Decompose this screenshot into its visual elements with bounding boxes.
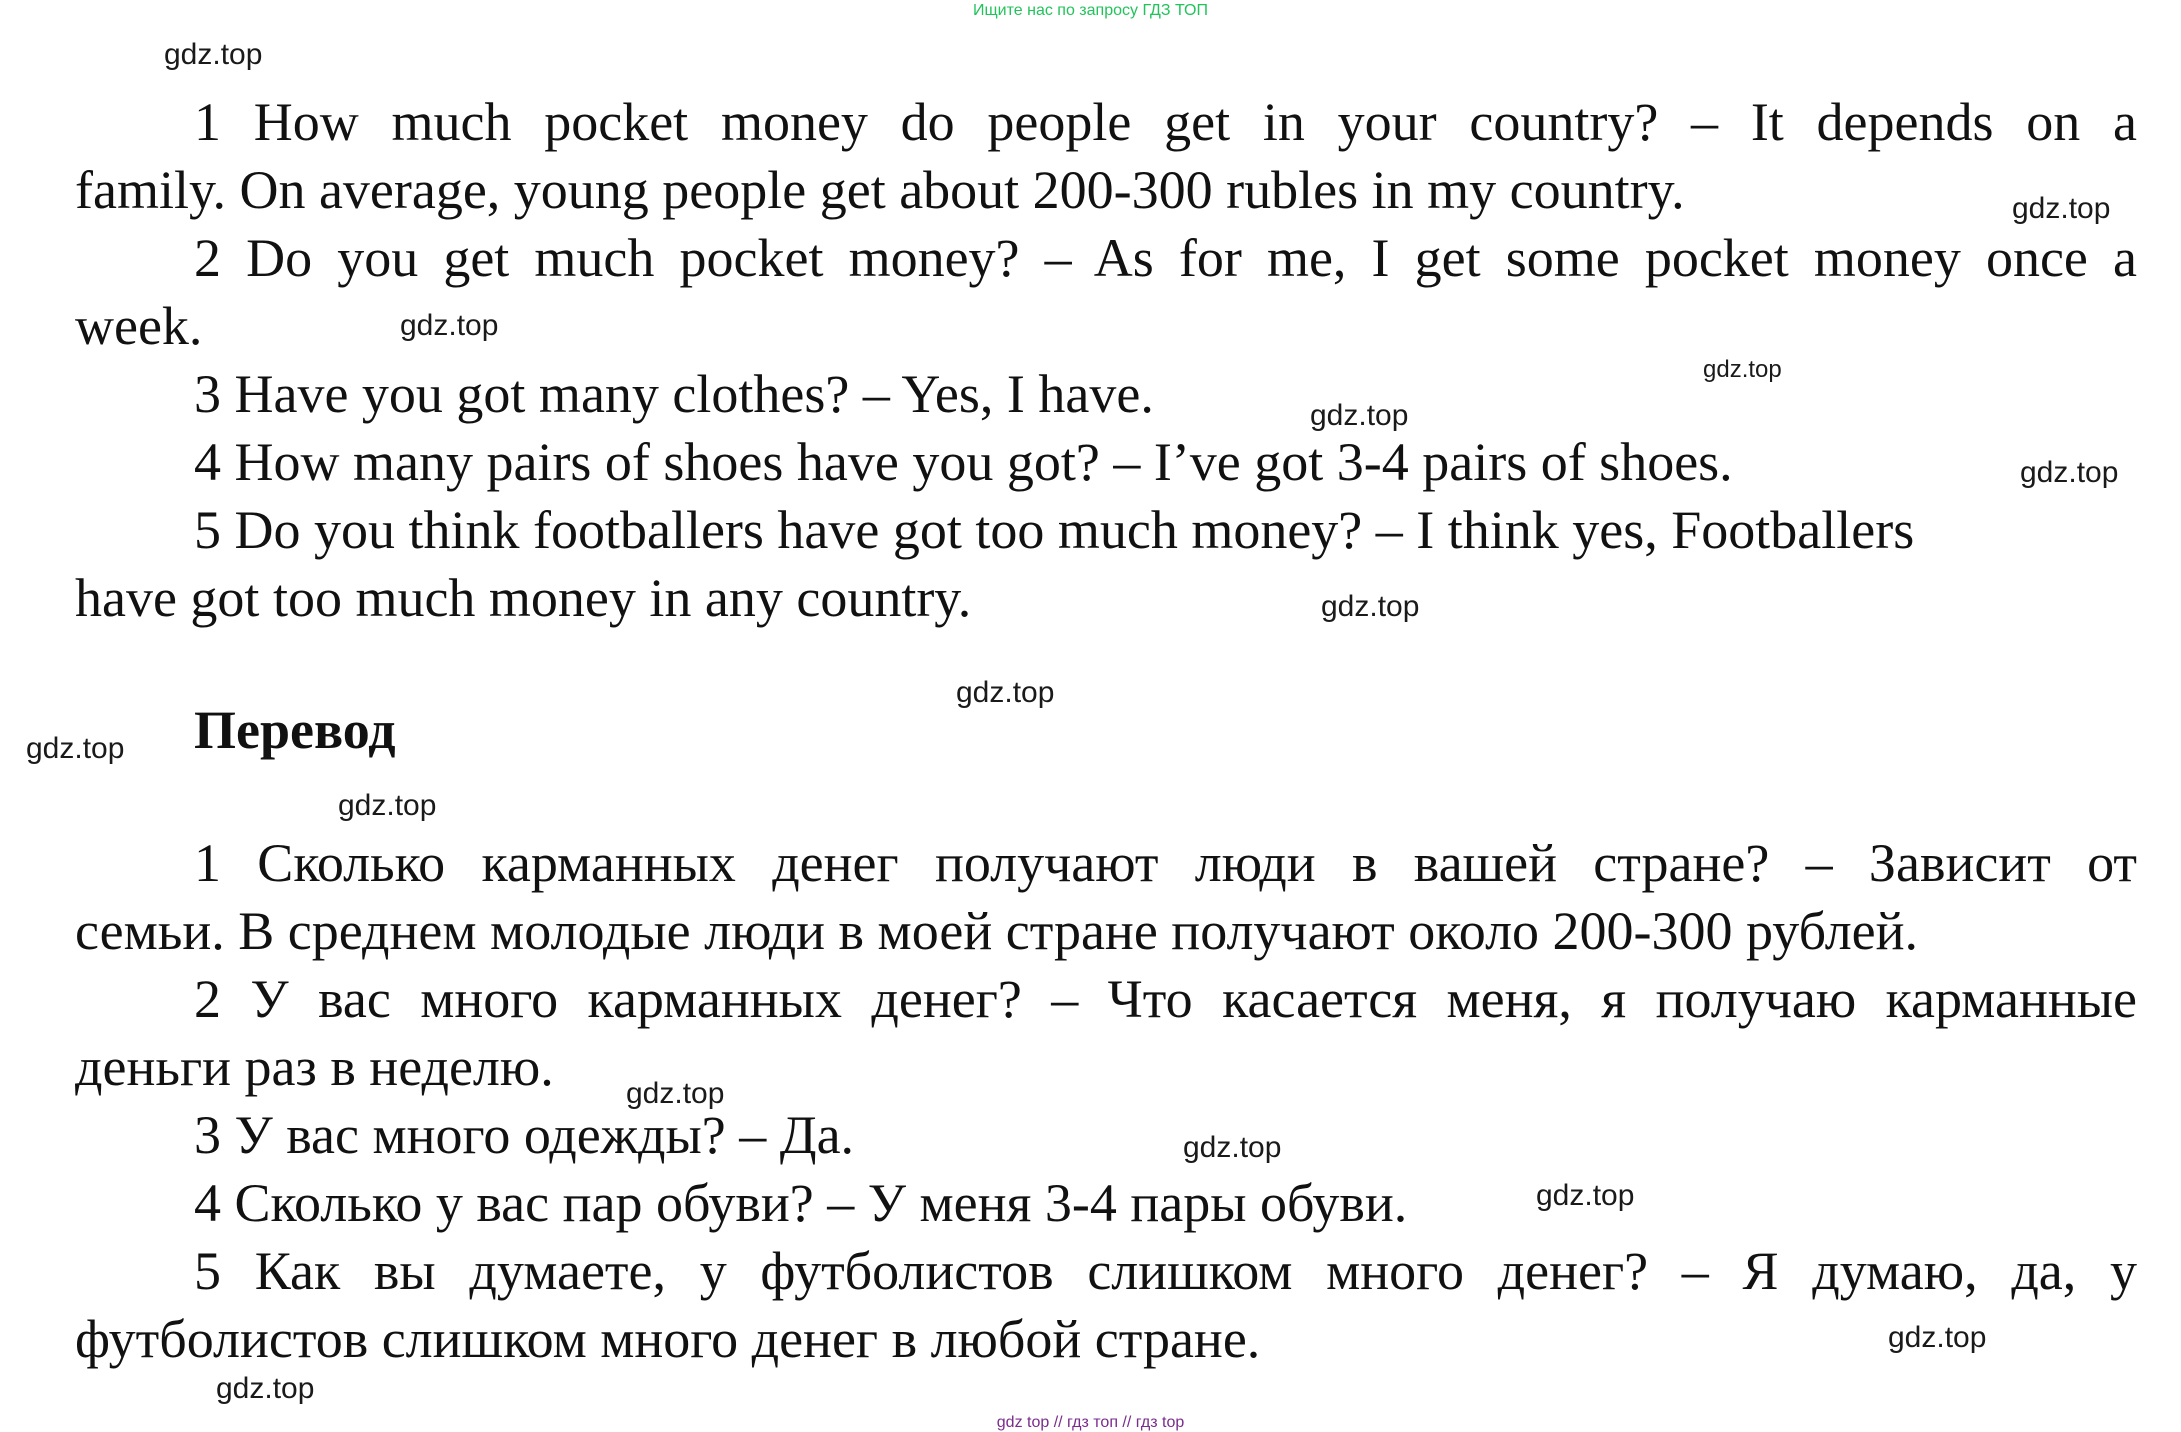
russian-line-1: 1 Сколько карманных денег получают люди в вашей стране? – Зависит от [194,833,2137,893]
watermark: gdz.top [1703,356,1782,383]
russian-line-4: деньги раз в неделю. [75,1037,554,1097]
english-line-2: family. On average, young people get about 200-300 rubles in my country. [75,160,1685,220]
watermark: gdz.top [2012,192,2111,225]
footer-watermark: gdz top // гдз топ // гдз top [996,1414,1185,1431]
watermark: gdz.top [164,38,263,71]
watermark: gdz.top [1536,1179,1635,1212]
english-line-3: 2 Do you get much pocket money? – As for me, I get some pocket money once a [194,228,2137,288]
watermark: gdz.top [1321,590,1420,623]
watermark: gdz.top [400,309,499,342]
watermark: gdz.top [338,789,437,822]
watermark: gdz.top [216,1372,315,1405]
top-banner: Ищите нас по запросу ГДЗ ТОП [973,2,1208,19]
watermark: gdz.top [1183,1131,1282,1164]
russian-line-7: 5 Как вы думаете, у футболистов слишком много денег? – Я думаю, да, у [194,1241,2137,1301]
russian-line-3: 2 У вас много карманных денег? – Что касается меня, я получаю карманные [194,969,2137,1029]
english-line-5: 3 Have you got many clothes? – Yes, I have. [194,364,1154,424]
english-line-7: 5 Do you think footballers have got too much money? – I think yes, Footballers [194,500,1915,560]
russian-line-6: 4 Сколько у вас пар обуви? – У меня 3-4 пары обуви. [194,1173,1408,1233]
watermark: gdz.top [26,732,125,765]
english-line-6: 4 How many pairs of shoes have you got? – I’ve got 3-4 pairs of shoes. [194,432,1733,492]
russian-line-5: 3 У вас много одежды? – Да. [194,1105,855,1165]
watermark: gdz.top [1888,1321,1987,1354]
watermark: gdz.top [2020,456,2119,489]
english-line-1: 1 How much pocket money do people get in your country? – It depends on a [194,92,2137,152]
watermark: gdz.top [1310,399,1409,432]
watermark: gdz.top [956,676,1055,709]
english-line-4: week. [75,296,203,356]
english-line-8: have got too much money in any country. [75,568,972,628]
russian-line-2: семьи. В среднем молодые люди в моей стране получают около 200-300 рублей. [75,901,1919,961]
watermark: gdz.top [626,1077,725,1110]
russian-line-8: футболистов слишком много денег в любой стране. [75,1309,1261,1369]
translation-heading: Перевод [194,700,396,760]
